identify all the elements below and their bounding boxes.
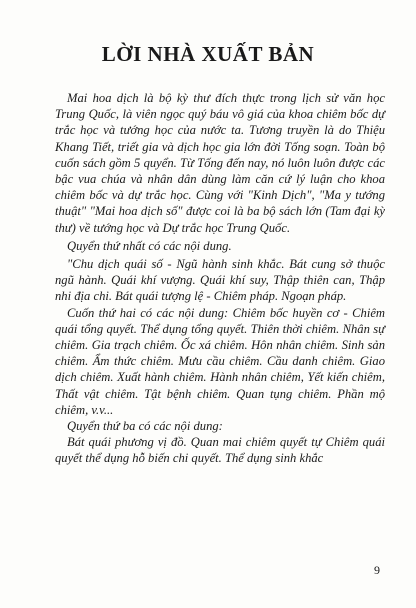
page-number: 9: [374, 563, 380, 577]
page-title: LỜI NHÀ XUẤT BẢN: [101, 42, 315, 66]
paragraph: Bát quái phương vị đồ. Quan mai chiêm quyết tự Chiêm quái quyết thể dụng hỗ biến chi quyết. Thể dụng sinh khắc: [55, 435, 385, 466]
paragraph: "Chu dịch quái số - Ngũ hành sinh khắc. Bát cung sở thuộc ngũ hành. Quái khí vượng. Quái khí suy, Thập thiên can, Thập nhi địa chi. Bát quái tượng lệ - Chiêm pháp. Ngoạn pháp.: [55, 257, 385, 304]
paragraph: Quyển thứ nhất có các nội dung.: [67, 238, 232, 253]
paragraph: Cuốn thứ hai có các nội dung: Chiêm bốc huyền cơ - Chiêm quái tổng quyết. Thể dụng tổng quyết. Thiên thời chiêm. Nhân sự chiêm. Gia trạch chiêm. Ốc xá chiêm. Hôn nhân chiêm. Sinh sản chiêm. Ẩm thức chiêm. Mưu cầu chiêm. Cầu danh chiêm. Giao dịch chiêm. Xuất hành chiêm. Hành nhân chiêm, Yết kiến chiêm, Thất vật chiêm. Tật bệnh chiêm. Quan tụng chiêm. Phần mộ chiêm, v.v...: [55, 305, 385, 417]
paragraph: Mai hoa dịch là bộ kỳ thư đích thực trong lịch sử văn học Trung Quốc, là viên ngọc quý báu vô giá của khoa chiêm bốc dự trắc học và tướng học của nước ta. Tương truyền là do Thiệu Khang Tiết, triết gia và dịch học gia lớn đời Tống soạn. Toàn bộ cuốn sách gồm 5 quyển. Từ Tống đến nay, nó luôn luôn được các bậc vua chúa và nhân dân dùng làm căn cứ lý luận cho khoa chiêm bốc và dự trắc học. Cùng với "Kinh Dịch", "Ma y tướng thuật" "Mai hoa dịch số" được coi là ba bộ sách lớn (Tam đại kỳ thư) về tướng học và Dự trắc học Trung Quốc.: [55, 91, 385, 235]
page-body: [55, 90, 385, 467]
paragraph: Quyển thứ ba có các nội dung:: [67, 419, 223, 434]
